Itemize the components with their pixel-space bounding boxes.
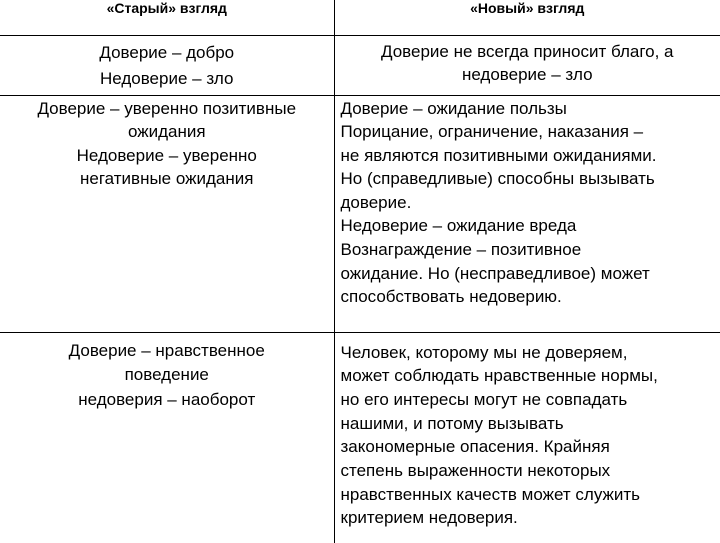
cell-line: поведение [0, 363, 334, 388]
cell-line: недоверие – зло [335, 63, 720, 86]
cell-line: Доверие – ожидание пользы [341, 97, 720, 121]
old-view-cell [0, 95, 334, 332]
cell-line: Доверие – уверенно позитивные [0, 97, 334, 121]
cell-line: степень выраженности некоторых [341, 459, 720, 483]
cell-line: может соблюдать нравственные нормы, [341, 364, 720, 388]
cell-line: ожидание. Но (несправедливое) может [341, 262, 720, 286]
cell-line: Человек, которому мы не доверяем, [341, 341, 720, 365]
cell-line: ожидания [0, 120, 334, 144]
cell-line: доверие. [341, 191, 720, 215]
header-old-view: «Старый» взгляд [0, 0, 334, 35]
old-view-cell [0, 332, 334, 543]
header-row [0, 0, 720, 35]
cell-line: не являются позитивными ожиданиями. [341, 144, 720, 168]
table-row [0, 332, 720, 543]
cell-line: закономерные опасения. Крайняя [341, 435, 720, 459]
cell-line: Доверие – нравственное [0, 339, 334, 364]
cell-line: недоверия – наоборот [0, 388, 334, 413]
cell-line: но его интересы могут не совпадать [341, 388, 720, 412]
cell-line: негативные ожидания [0, 167, 334, 191]
cell-line: Порицание, ограничение, наказания – [341, 120, 720, 144]
cell-line: Доверие – добро [0, 40, 334, 66]
cell-line: нашими, и потому вызывать [341, 412, 720, 436]
cell-line: нравственных качеств может служить [341, 483, 720, 507]
old-view-cell [0, 35, 334, 95]
table-row [0, 35, 720, 95]
cell-line: критерием недоверия. [341, 506, 720, 530]
header-new-view: «Новый» взгляд [334, 0, 720, 35]
new-view-cell [334, 332, 720, 543]
cell-line: Но (справедливые) способны вызывать [341, 167, 720, 191]
table-row [0, 95, 720, 332]
new-view-cell [334, 35, 720, 95]
cell-line: Доверие не всегда приносит благо, а [335, 40, 720, 63]
cell-line: Недоверие – уверенно [0, 144, 334, 168]
new-view-cell [334, 95, 720, 332]
cell-line: Недоверие – ожидание вреда [341, 214, 720, 238]
cell-line: Недоверие – зло [0, 66, 334, 92]
cell-line: способствовать недоверию. [341, 285, 720, 309]
cell-line: Вознаграждение – позитивное [341, 238, 720, 262]
